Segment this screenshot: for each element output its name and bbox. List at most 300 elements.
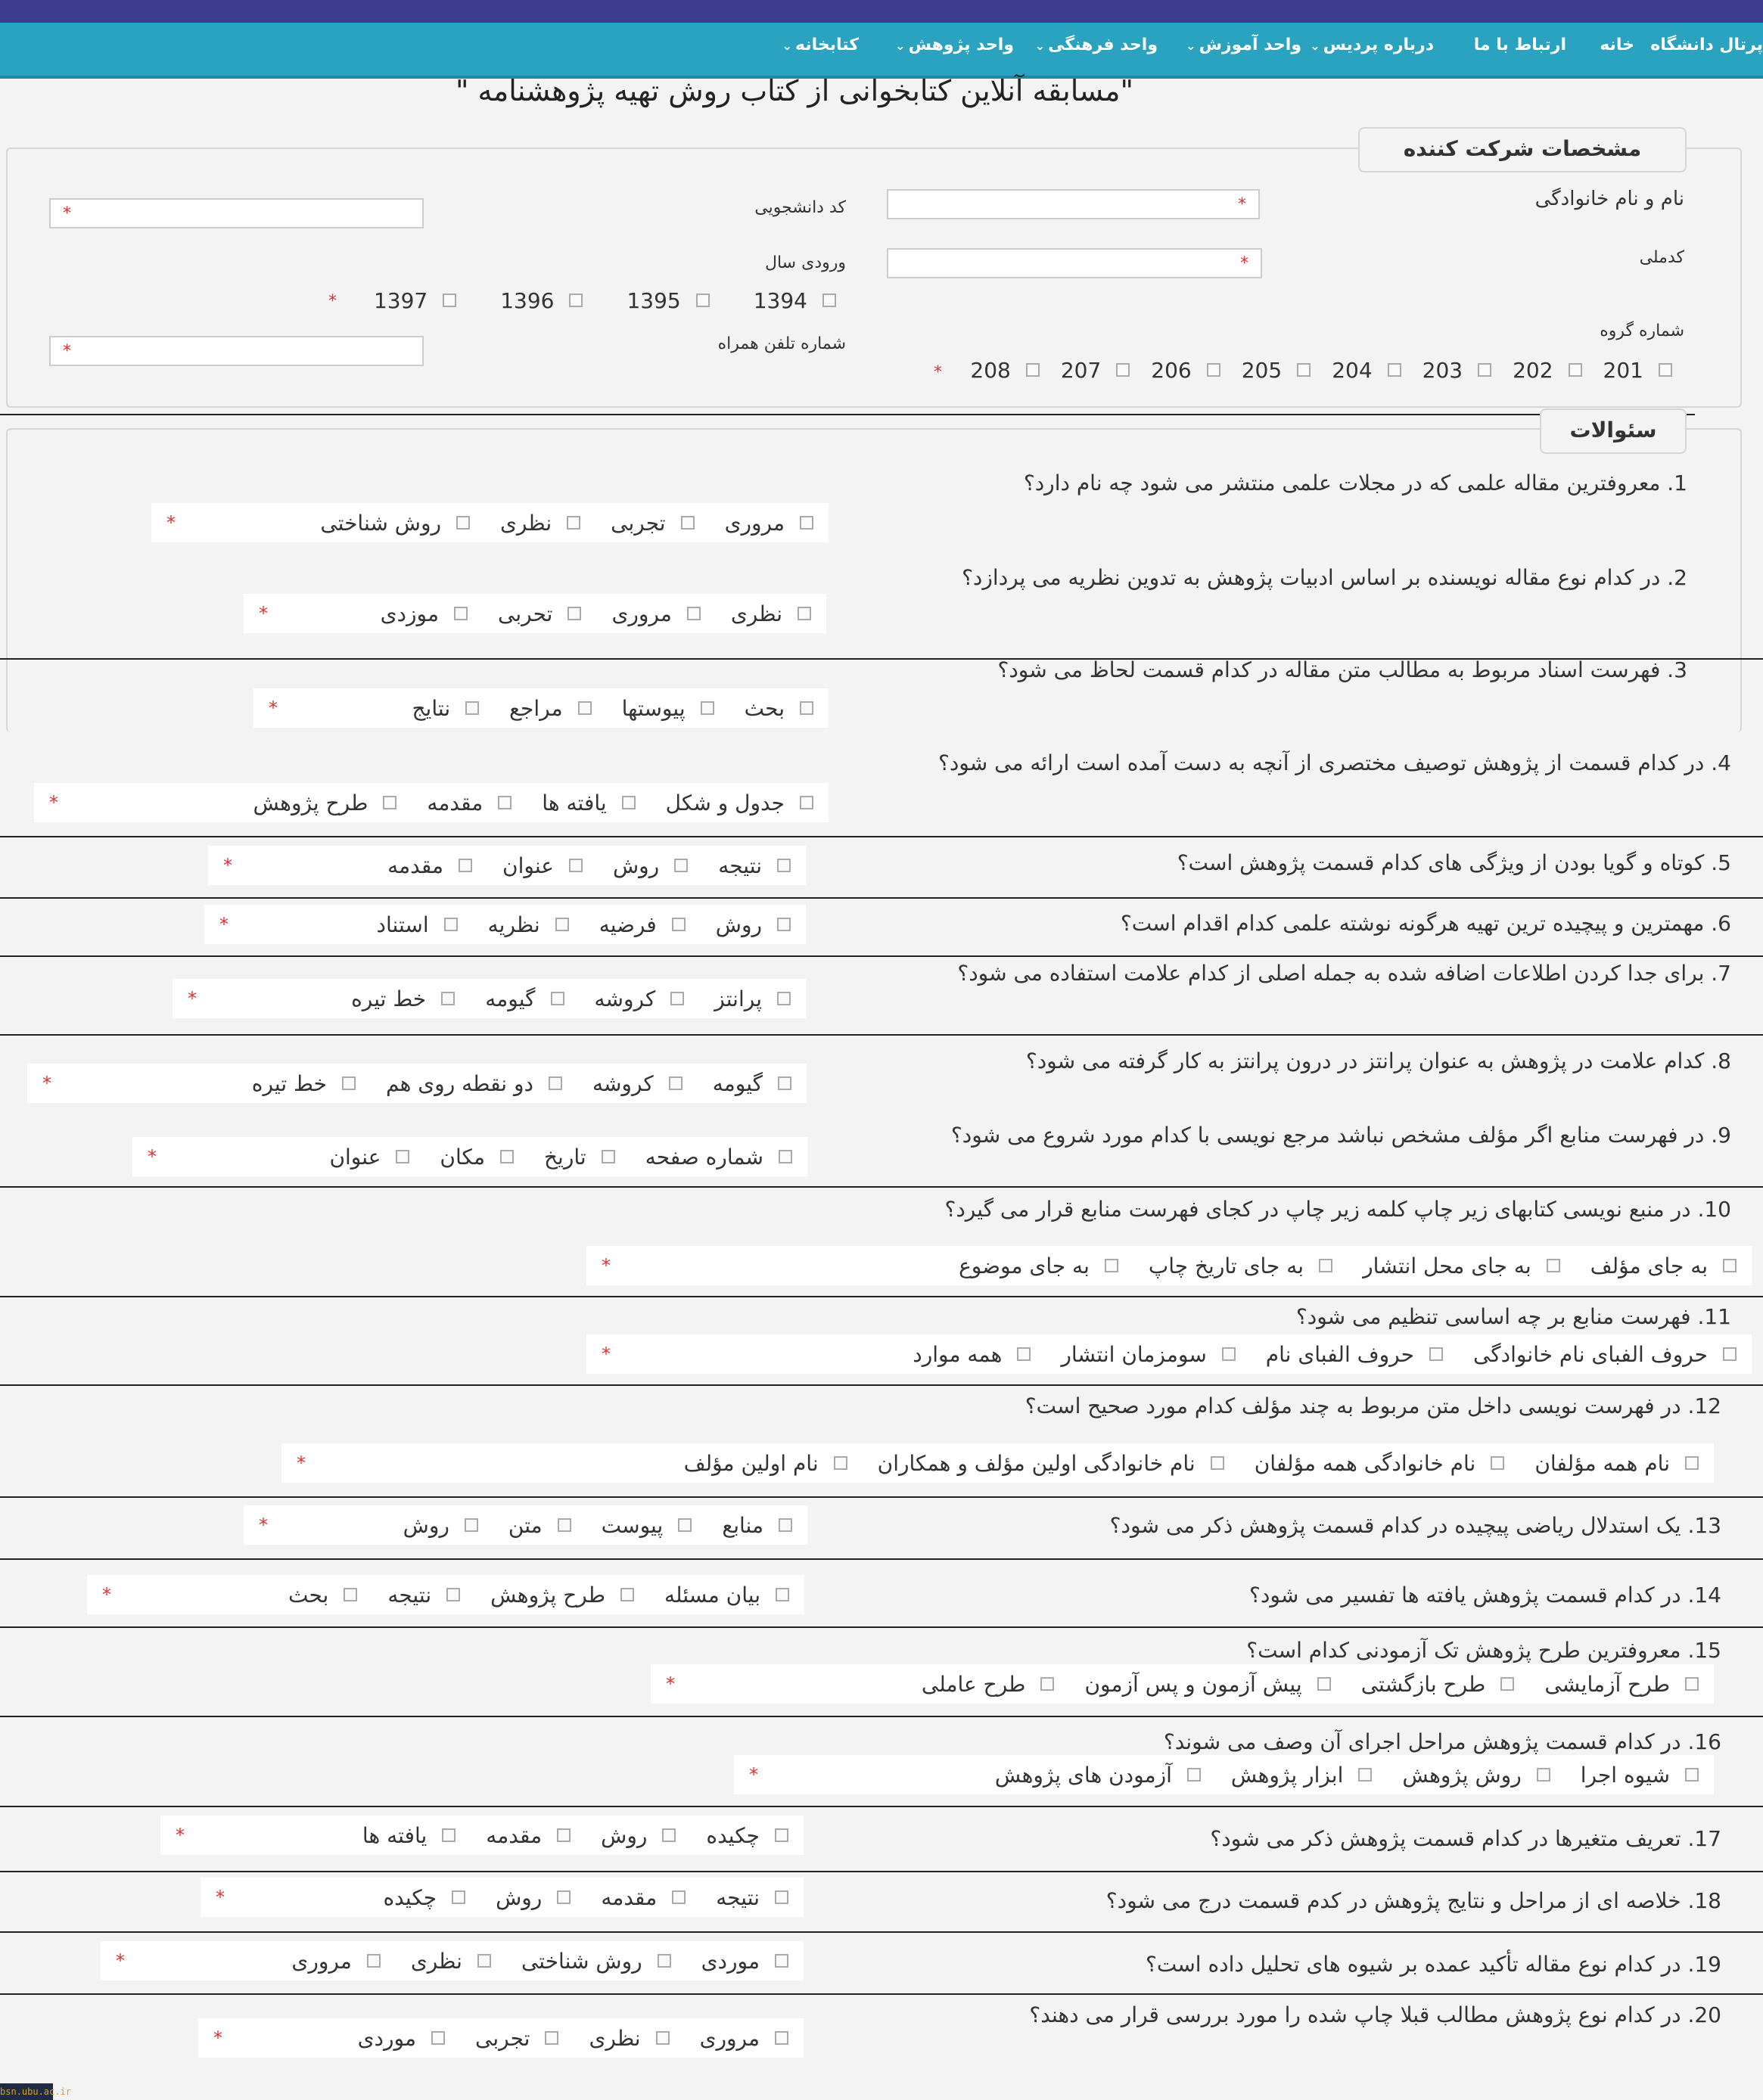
checkbox[interactable] <box>446 1588 460 1601</box>
answer-option[interactable] <box>498 601 581 626</box>
answer-options <box>244 594 826 633</box>
answer-option[interactable] <box>475 2026 558 2051</box>
checkbox[interactable] <box>777 859 791 872</box>
page-title: "مسابقه آنلاین کتابخوانی از کتاب روش تهیه پژوهشنامه " <box>455 74 1134 107</box>
checkbox[interactable] <box>622 796 636 809</box>
checkbox-option[interactable] <box>1151 358 1220 383</box>
checkbox[interactable] <box>465 1518 478 1532</box>
answer-option[interactable] <box>412 696 479 721</box>
answer-options <box>734 1755 1714 1794</box>
checkbox[interactable] <box>452 1890 465 1904</box>
answer-option[interactable] <box>716 912 791 937</box>
answer-option[interactable] <box>601 1885 686 1910</box>
answer-label: بحث <box>288 1582 329 1608</box>
nav-item-label: ارتباط با ما <box>1473 36 1566 54</box>
answer-label: به جای موضوع <box>959 1253 1090 1278</box>
answer-options <box>160 1816 804 1855</box>
nav-item-label: خانه <box>1600 36 1634 54</box>
checkbox[interactable] <box>1500 1677 1514 1691</box>
answer-label: حروف الفبای نام خانوادگی <box>1472 1341 1708 1367</box>
answer-options <box>34 783 829 822</box>
answer-label: مروری <box>699 2025 760 2051</box>
checkbox[interactable] <box>800 701 813 715</box>
checkbox[interactable] <box>669 1076 683 1090</box>
divider <box>0 1871 1763 1872</box>
checkbox[interactable] <box>822 294 836 307</box>
checkbox[interactable] <box>1207 363 1220 377</box>
checkbox[interactable] <box>670 992 684 1005</box>
answer-label: روش <box>601 1822 648 1848</box>
checkbox-option[interactable] <box>1242 358 1311 383</box>
answer-label: مقدمه <box>486 1822 543 1848</box>
checkbox[interactable] <box>1723 1347 1737 1361</box>
answer-option[interactable] <box>440 1145 514 1170</box>
answer-option[interactable] <box>611 511 694 536</box>
checkbox-option[interactable] <box>1332 358 1401 383</box>
checkbox[interactable] <box>687 607 701 620</box>
checkbox[interactable] <box>567 516 580 530</box>
required-mark: * <box>116 1950 125 1971</box>
answer-label: گیومه <box>485 986 536 1011</box>
answer-label: روش <box>496 1884 543 1910</box>
answer-option[interactable] <box>377 912 458 937</box>
question-text: 12. در فهرست نویسی داخل متن مربوط به چند مؤلف کدام مورد صحیح است؟ <box>1025 1393 1721 1418</box>
checkbox[interactable] <box>672 918 686 931</box>
checkbox-option[interactable] <box>1513 358 1581 383</box>
answer-option[interactable] <box>1266 1342 1443 1367</box>
required-mark: * <box>1238 195 1246 214</box>
checkbox[interactable] <box>1478 363 1491 377</box>
answer-option[interactable] <box>599 912 686 937</box>
checkbox[interactable] <box>1491 1456 1504 1470</box>
answer-option[interactable] <box>595 986 685 1011</box>
checkbox[interactable] <box>1319 1259 1332 1272</box>
checkbox[interactable] <box>1685 1677 1699 1691</box>
required-mark: * <box>216 1887 225 1908</box>
required-mark: * <box>42 1073 51 1094</box>
checkbox[interactable] <box>1388 363 1401 377</box>
divider <box>0 1186 1763 1188</box>
nav-item[interactable] <box>1310 23 1434 68</box>
checkbox[interactable] <box>672 1890 686 1904</box>
required-mark: * <box>602 1255 611 1276</box>
answer-option[interactable] <box>1363 1253 1560 1278</box>
answer-option[interactable] <box>706 1823 788 1848</box>
checkbox[interactable] <box>779 1150 792 1163</box>
checkbox[interactable] <box>779 1518 792 1532</box>
phone-label: شماره تلفن همراه <box>717 334 846 353</box>
answer-option[interactable] <box>329 1145 409 1170</box>
group-options <box>919 353 1672 387</box>
answer-option[interactable] <box>1534 1451 1699 1476</box>
checkbox[interactable] <box>798 607 811 620</box>
answer-label: شیوه اجرا <box>1580 1762 1670 1788</box>
required-mark: * <box>328 292 337 311</box>
checkbox[interactable] <box>674 859 688 872</box>
answer-option[interactable] <box>922 1672 1055 1697</box>
checkbox[interactable] <box>1026 363 1040 377</box>
answer-options <box>173 979 806 1018</box>
checkbox[interactable] <box>1187 1768 1201 1782</box>
answer-label: مروری <box>291 1948 352 1974</box>
question-text: 3. فهرست اسناد مربوط به مطالب متن مقاله در کدام قسمت لحاظ می شود؟ <box>997 657 1687 682</box>
answer-option[interactable] <box>521 1949 671 1974</box>
answer-option[interactable] <box>320 511 470 536</box>
answer-option[interactable] <box>1255 1451 1505 1476</box>
divider <box>0 955 1763 957</box>
answer-label: پیوست <box>601 1512 664 1538</box>
answer-option[interactable] <box>622 696 714 721</box>
answer-option[interactable] <box>500 511 580 536</box>
answer-label: یافته ها <box>362 1822 428 1848</box>
answer-label: مقدمه <box>387 853 444 878</box>
checkbox[interactable] <box>778 1076 791 1090</box>
answer-option[interactable] <box>713 1071 791 1096</box>
divider <box>0 1806 1763 1807</box>
answer-option[interactable] <box>664 1583 789 1608</box>
checkbox[interactable] <box>1569 363 1582 377</box>
answer-option[interactable] <box>502 853 583 878</box>
name-input[interactable] <box>887 189 1260 219</box>
student-code-label: کد دانشجویی <box>754 198 846 217</box>
answer-label: نتیجه <box>718 853 762 878</box>
answer-option[interactable] <box>601 1823 676 1848</box>
checkbox[interactable] <box>1211 1456 1224 1470</box>
answer-option[interactable] <box>403 1513 478 1538</box>
checkbox[interactable] <box>555 918 569 931</box>
answer-label: شماره صفحه <box>645 1144 763 1170</box>
checkbox[interactable] <box>678 1518 692 1532</box>
answer-label: منابع <box>722 1512 763 1538</box>
answer-option[interactable] <box>509 696 591 721</box>
answer-option[interactable] <box>701 1949 788 1974</box>
answer-option[interactable] <box>544 1145 615 1170</box>
checkbox[interactable] <box>1222 1347 1236 1361</box>
answer-option[interactable] <box>666 791 813 815</box>
checkbox[interactable] <box>777 992 791 1005</box>
answer-option[interactable] <box>1231 1763 1372 1788</box>
nav-item-label: واحد فرهنگی <box>1048 36 1158 54</box>
checkbox[interactable] <box>431 2031 445 2045</box>
checkbox[interactable] <box>444 918 458 931</box>
answer-option[interactable] <box>387 1583 460 1608</box>
checkbox[interactable] <box>1040 1677 1054 1691</box>
answer-options <box>586 1334 1752 1374</box>
required-mark: * <box>259 1514 268 1536</box>
answer-label: جدول و شکل <box>665 790 785 815</box>
chevron-down-icon: ⌄ <box>895 39 906 53</box>
answer-label: موردی <box>357 2025 416 2051</box>
answer-option[interactable] <box>358 2026 445 2051</box>
answer-label: روش <box>715 912 762 937</box>
answer-option[interactable] <box>592 1071 683 1096</box>
nav-item[interactable] <box>1650 23 1763 68</box>
answer-option[interactable] <box>645 1145 792 1170</box>
checkbox[interactable] <box>681 516 695 530</box>
answer-label: نظری <box>500 510 552 536</box>
checkbox-option[interactable] <box>1603 358 1672 383</box>
answer-option[interactable] <box>878 1451 1224 1476</box>
answer-label: بحث <box>744 695 785 721</box>
checkbox[interactable] <box>775 1954 788 1968</box>
checkbox[interactable] <box>1017 1347 1031 1361</box>
answer-options <box>87 1575 804 1614</box>
checkbox[interactable] <box>776 1588 789 1601</box>
checkbox[interactable] <box>1537 1768 1550 1782</box>
nav-item-label: پرتال دانشگاه <box>1650 36 1763 54</box>
question-text: 20. در کدام نوع پژوهش مطالب قبلا چاپ شده را مورد بررسی قرار می دهند؟ <box>1029 2002 1721 2027</box>
checkbox[interactable] <box>1685 1456 1699 1470</box>
checkbox[interactable] <box>1429 1347 1443 1361</box>
checkbox[interactable] <box>500 1150 514 1163</box>
checkbox[interactable] <box>1685 1768 1699 1782</box>
answer-option[interactable] <box>722 1513 792 1538</box>
answer-options <box>201 1878 804 1917</box>
group-label: شماره گروه <box>1600 322 1684 340</box>
checkbox[interactable] <box>1116 363 1130 377</box>
student-code-input[interactable] <box>49 198 424 228</box>
answer-option[interactable] <box>589 2026 669 2051</box>
participant-legend: مشخصات شرکت کننده <box>1358 127 1687 172</box>
divider <box>0 897 1763 899</box>
answer-option[interactable] <box>1149 1253 1332 1278</box>
answer-option[interactable] <box>745 696 813 721</box>
answer-option[interactable] <box>1084 1672 1330 1697</box>
answer-option[interactable] <box>1590 1253 1737 1278</box>
answer-option[interactable] <box>714 986 791 1011</box>
question-text: 16. در کدام قسمت پژوهش مراحل اجرای آن وصف می شوند؟ <box>1163 1729 1721 1754</box>
checkbox[interactable] <box>383 796 396 809</box>
question-text: 13. یک استدلال ریاضی پیچیده در کدام قسمت پژوهش ذکر می شود؟ <box>1109 1513 1721 1538</box>
answer-option[interactable] <box>1581 1763 1699 1788</box>
checkbox[interactable] <box>557 1890 571 1904</box>
answer-label: نام خانوادگی اولین مؤلف و همکاران <box>877 1450 1196 1476</box>
checkbox-option[interactable] <box>1423 358 1491 383</box>
checkbox[interactable] <box>578 701 592 715</box>
answer-label: مروری <box>611 601 672 626</box>
checkbox-option[interactable] <box>754 288 836 313</box>
answer-option[interactable] <box>959 1253 1118 1278</box>
checkbox-option[interactable] <box>1061 358 1130 383</box>
answer-label: ابزار پژوهش <box>1230 1762 1344 1788</box>
national-code-input[interactable] <box>887 248 1262 278</box>
answer-option[interactable] <box>1473 1342 1737 1367</box>
checkbox[interactable] <box>442 1828 456 1842</box>
nav-item[interactable] <box>1035 23 1158 68</box>
checkbox-option[interactable] <box>500 288 583 313</box>
checkbox[interactable] <box>1105 1259 1118 1272</box>
answer-option[interactable] <box>716 1885 788 1910</box>
checkbox[interactable] <box>456 516 470 530</box>
question-text: 5. کوتاه و گویا بودن از ویژگی های کدام قسمت پژوهش است؟ <box>1177 850 1731 875</box>
checkbox[interactable] <box>567 607 581 620</box>
checkbox[interactable] <box>602 1150 615 1163</box>
checkbox[interactable] <box>454 607 468 620</box>
checkbox[interactable] <box>775 1828 788 1842</box>
nav-item[interactable] <box>895 23 1014 68</box>
answer-option[interactable] <box>731 601 811 626</box>
checkbox[interactable] <box>344 1588 357 1601</box>
required-mark: * <box>666 1673 675 1695</box>
answer-label: بیان مسئله <box>664 1582 760 1608</box>
checkbox[interactable] <box>775 1890 788 1904</box>
required-mark: * <box>148 1146 157 1167</box>
checkbox[interactable] <box>800 796 813 809</box>
answer-option[interactable] <box>700 2026 788 2051</box>
checkbox[interactable] <box>443 294 456 307</box>
checkbox[interactable] <box>558 1518 571 1532</box>
question-text: 9. در فهرست منابع اگر مؤلف مشخص نباشد مرجع نویسی با کدام مورد شروع می شود؟ <box>950 1123 1731 1148</box>
required-mark: * <box>166 512 176 533</box>
answer-option[interactable] <box>427 791 511 815</box>
answer-option[interactable] <box>496 1885 571 1910</box>
answer-option[interactable] <box>490 1583 634 1608</box>
answer-option[interactable] <box>508 1513 571 1538</box>
nav-item-label: کتابخانه <box>794 36 859 54</box>
answer-option[interactable] <box>486 1823 571 1848</box>
checkbox-label: 206 <box>1151 357 1192 383</box>
nav-item[interactable] <box>1474 23 1566 68</box>
answer-option[interactable] <box>387 853 472 878</box>
answer-option[interactable] <box>386 1071 562 1096</box>
checkbox[interactable] <box>557 1828 571 1842</box>
nav-item-label: واحد آموزش <box>1199 36 1301 54</box>
answer-option[interactable] <box>288 1583 357 1608</box>
answer-label: به جای محل انتشار <box>1363 1253 1531 1278</box>
checkbox[interactable] <box>701 701 714 715</box>
answer-option[interactable] <box>542 791 635 815</box>
answer-option[interactable] <box>1061 1342 1235 1367</box>
checkbox[interactable] <box>1723 1259 1737 1272</box>
answer-label: چکیده <box>383 1884 437 1910</box>
checkbox-option[interactable] <box>627 288 709 313</box>
answer-option[interactable] <box>995 1763 1201 1788</box>
checkbox[interactable] <box>775 2031 788 2045</box>
answer-option[interactable] <box>381 601 468 626</box>
checkbox-label: 202 <box>1513 357 1553 383</box>
checkbox[interactable] <box>1358 1768 1372 1782</box>
checkbox[interactable] <box>569 294 583 307</box>
required-mark: * <box>934 363 942 382</box>
nav-item[interactable] <box>782 23 859 68</box>
answer-label: آزمودن های پژوهش <box>994 1762 1172 1788</box>
checkbox[interactable] <box>465 701 479 715</box>
answer-label: موزدی <box>380 601 439 626</box>
checkbox[interactable] <box>569 859 583 872</box>
answer-options <box>101 1941 804 1980</box>
answer-option[interactable] <box>488 912 569 937</box>
checkbox[interactable] <box>1547 1259 1560 1272</box>
question-text: 19. در کدام نوع مقاله تأکید عمده بر شیوه های تحلیل داده است؟ <box>1145 1952 1721 1977</box>
answer-label: موردی <box>701 1948 760 1974</box>
answer-option[interactable] <box>913 1342 1031 1367</box>
answer-option[interactable] <box>253 791 396 815</box>
answer-option[interactable] <box>725 511 813 536</box>
required-mark: * <box>219 914 229 935</box>
checkbox[interactable] <box>696 294 710 307</box>
answer-options <box>198 2018 804 2058</box>
answer-option[interactable] <box>602 1513 692 1538</box>
required-mark: * <box>213 2027 222 2049</box>
answer-option[interactable] <box>611 601 700 626</box>
answer-option[interactable] <box>252 1071 356 1096</box>
watermark: bsn.ubu.ac.ir <box>0 2083 53 2100</box>
checkbox[interactable] <box>656 2031 670 2045</box>
answer-label: طرح پژوهش <box>490 1582 606 1608</box>
answer-label: مقدمه <box>601 1884 658 1910</box>
checkbox[interactable] <box>551 992 564 1005</box>
phone-input[interactable] <box>49 336 424 366</box>
checkbox[interactable] <box>662 1828 676 1842</box>
answer-options <box>281 1443 1714 1483</box>
checkbox[interactable] <box>545 2031 558 2045</box>
checkbox[interactable] <box>1659 363 1672 377</box>
answer-option[interactable] <box>718 853 791 878</box>
answer-option[interactable] <box>1402 1763 1550 1788</box>
answer-option[interactable] <box>351 986 455 1011</box>
checkbox-label: 201 <box>1603 357 1643 383</box>
answer-option[interactable] <box>485 986 564 1011</box>
divider <box>0 1931 1763 1933</box>
checkbox-label: 203 <box>1422 357 1463 383</box>
checkbox[interactable] <box>549 1076 562 1090</box>
chevron-down-icon: ⌄ <box>1186 39 1196 53</box>
checkbox[interactable] <box>1297 363 1311 377</box>
chevron-down-icon: ⌄ <box>1310 39 1320 53</box>
required-mark: * <box>1240 254 1248 273</box>
checkbox-option[interactable] <box>970 358 1039 383</box>
checkbox[interactable] <box>777 918 791 931</box>
divider <box>0 1384 1763 1386</box>
answer-label: پیوستها <box>621 695 686 721</box>
checkbox[interactable] <box>498 796 511 809</box>
required-mark: * <box>188 988 197 1009</box>
checkbox-label: 204 <box>1332 357 1373 383</box>
checkbox-option[interactable] <box>374 288 456 313</box>
checkbox[interactable] <box>1317 1677 1331 1691</box>
answer-option[interactable] <box>411 1949 491 1974</box>
answer-label: نام اولین مؤلف <box>683 1450 819 1476</box>
answer-option[interactable] <box>291 1949 380 1974</box>
answer-label: یافته ها <box>542 790 607 815</box>
answer-option[interactable] <box>1544 1672 1699 1697</box>
checkbox[interactable] <box>367 1954 381 1968</box>
nav-item[interactable] <box>1186 23 1301 68</box>
nav-item[interactable] <box>1600 23 1634 68</box>
answer-label: پرانتز <box>714 986 762 1011</box>
checkbox[interactable] <box>620 1588 634 1601</box>
answer-option[interactable] <box>684 1451 847 1476</box>
checkbox[interactable] <box>441 992 455 1005</box>
checkbox[interactable] <box>477 1954 491 1968</box>
answer-option[interactable] <box>613 853 688 878</box>
checkbox[interactable] <box>834 1456 847 1470</box>
checkbox[interactable] <box>658 1954 671 1968</box>
checkbox[interactable] <box>396 1150 409 1163</box>
answer-option[interactable] <box>384 1885 466 1910</box>
answer-options <box>132 1137 807 1176</box>
checkbox[interactable] <box>459 859 472 872</box>
answer-options <box>244 1505 807 1545</box>
checkbox[interactable] <box>342 1076 356 1090</box>
answer-option[interactable] <box>362 1823 456 1848</box>
answer-label: به جای مؤلف <box>1590 1253 1708 1278</box>
answer-option[interactable] <box>1361 1672 1515 1697</box>
answer-label: کروشه <box>594 986 656 1011</box>
answer-label: نام همه مؤلفان <box>1534 1450 1670 1476</box>
checkbox[interactable] <box>800 516 813 530</box>
checkbox-label: 208 <box>970 357 1011 383</box>
